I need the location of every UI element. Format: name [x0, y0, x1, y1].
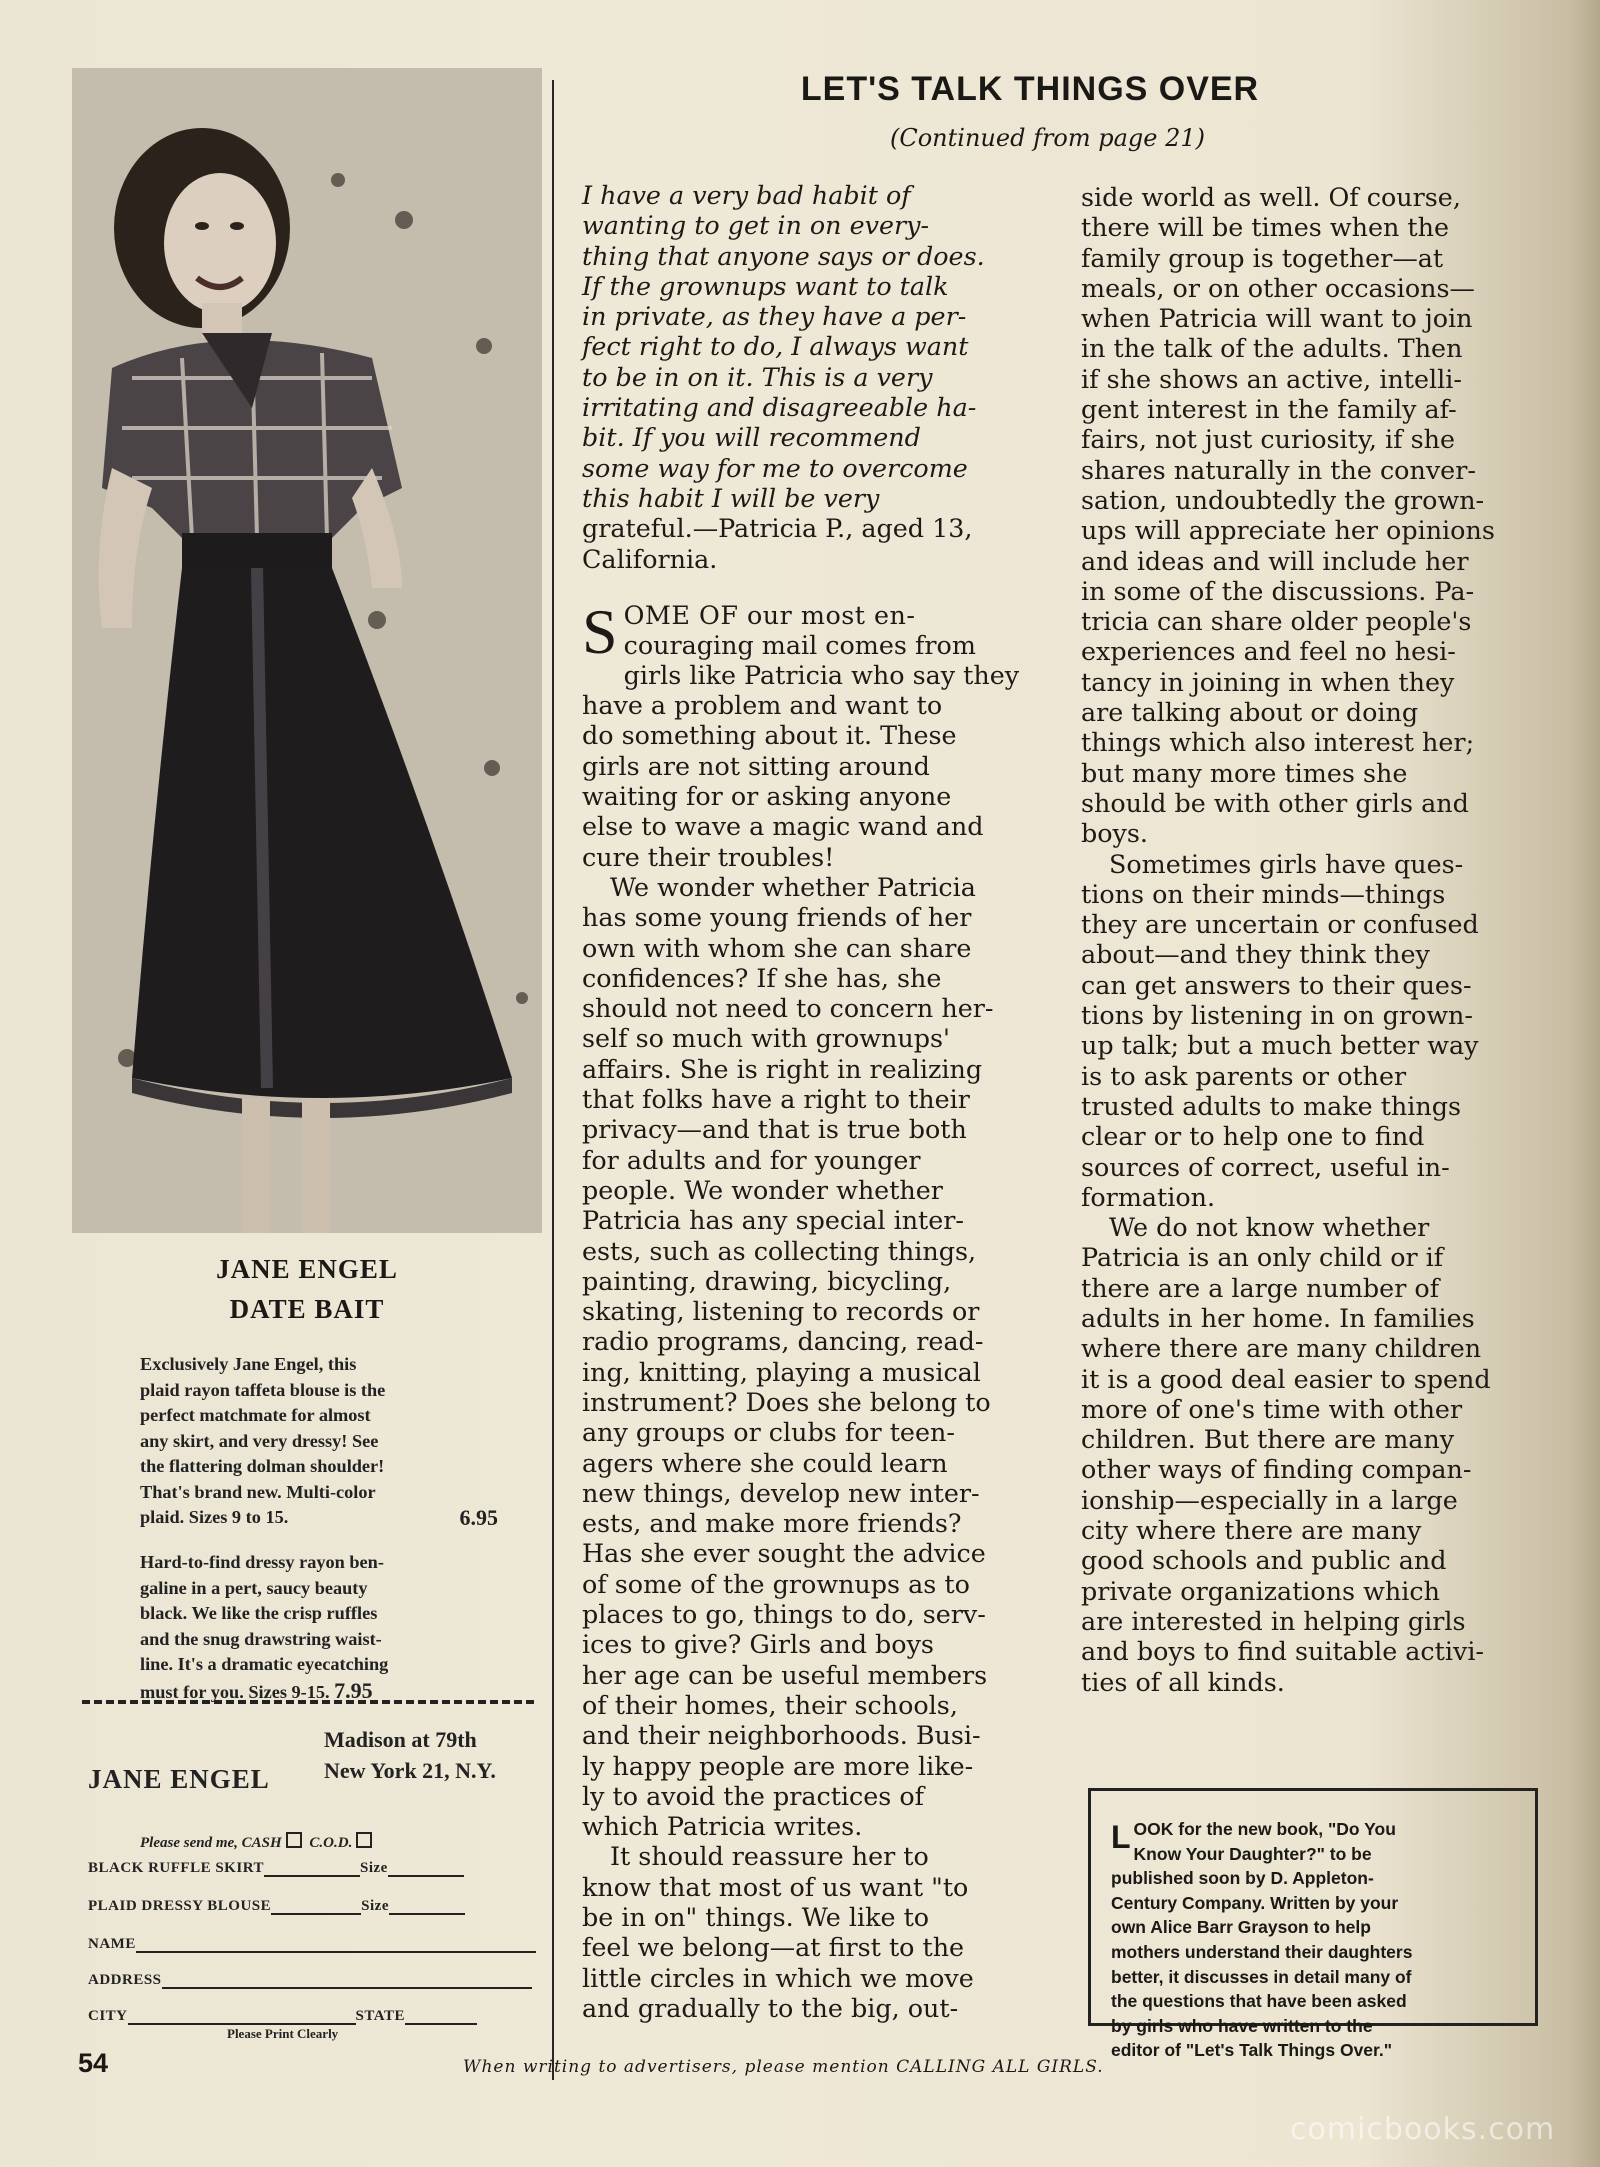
body-line: and their neighborhoods. Busi- [582, 1720, 981, 1751]
body-line: more of one's time with other [1081, 1393, 1463, 1424]
body-line: be in on" things. We like to [582, 1902, 930, 1933]
notice-line: published soon by D. Appleton- [1111, 1868, 1374, 1889]
body-line: ly happy people are more like- [582, 1750, 974, 1781]
body-line: have a problem and want to [582, 690, 943, 721]
skirt-price: 7.95 [334, 1677, 373, 1703]
dropcap-paragraph-start [582, 595, 1042, 667]
body-line: radio programs, dancing, read- [582, 1326, 984, 1357]
body-line: about—and they think they [1081, 939, 1430, 970]
blouse-description [140, 1352, 560, 1531]
body-line: little circles in which we move [582, 1962, 974, 1993]
body-line: self so much with grownups' [582, 1023, 950, 1054]
article-title: LET'S TALK THINGS OVER [800, 70, 1260, 108]
letter-line: in private, as they have a per- [582, 301, 967, 332]
skirt-size-field[interactable] [388, 1861, 464, 1877]
body-line: things which also interest her; [1081, 727, 1475, 758]
body-line: which Patricia writes. [582, 1811, 863, 1842]
body-line: when Patricia will want to join [1081, 303, 1473, 334]
body-line: gent interest in the family af- [1081, 394, 1457, 425]
notice-line: Know Your Daughter?" to be [1133, 1843, 1372, 1864]
body-line: ests, such as collecting things, [582, 1235, 977, 1266]
letter-signature-line: grateful.—Patricia P., aged 13, [582, 513, 973, 544]
cash-checkbox[interactable] [286, 1832, 302, 1848]
body-line: are talking about or doing [1081, 697, 1419, 728]
body-line: do something about it. These [582, 720, 957, 751]
body-line: for adults and for younger [582, 1144, 921, 1175]
drop-cap: S [582, 595, 618, 667]
notice-line: own Alice Barr Grayson to help [1111, 1917, 1371, 1938]
body-line: Patricia is an only child or if [1081, 1242, 1444, 1273]
body-line: tions by listening in on grown- [1081, 1000, 1473, 1031]
body-line: up talk; but a much better way [1081, 1030, 1479, 1061]
body-line: there are a large number of [1081, 1272, 1440, 1303]
blouse-qty-field[interactable] [271, 1899, 361, 1915]
body-line: new things, develop new inter- [582, 1477, 980, 1508]
letter-line: bit. If you will recommend [582, 422, 921, 453]
address-field[interactable] [162, 1973, 532, 1989]
body-line: We do not know whether [1109, 1212, 1430, 1243]
body-line: if she shows an active, intelli- [1081, 363, 1462, 394]
ad-copy-line: the flattering dolman shoulder! [140, 1456, 385, 1476]
body-line: sources of correct, useful in- [1081, 1151, 1450, 1182]
letter-line: If the grownups want to talk [582, 270, 949, 301]
notice-line: the questions that have been asked [1111, 1991, 1407, 2012]
body-line: affairs. She is right in realizing [582, 1053, 983, 1084]
body-line: ties of all kinds. [1081, 1666, 1285, 1697]
letter-line: to be in on it. This is a very [582, 361, 933, 392]
address-line: Madison at 79th [324, 1727, 477, 1752]
body-line: confidences? If she has, she [582, 962, 942, 993]
article-column-2 [1081, 182, 1541, 1697]
body-line: privacy—and that is true both [582, 1114, 967, 1145]
body-line: girls like Patricia who say they [623, 659, 1020, 690]
body-line: of some of the grownups as to [582, 1568, 970, 1599]
body-line: OME OF our most en- [623, 599, 916, 630]
body-line: tions on their minds—things [1081, 878, 1446, 909]
body-line: ing, knitting, playing a musical [582, 1356, 981, 1387]
address-field-line [88, 1972, 532, 1989]
body-line: side world as well. Of course, [1081, 182, 1461, 212]
page-number: 54 [78, 2048, 109, 2078]
body-line: meals, or on other occasions— [1081, 272, 1475, 303]
body-line: should not need to concern her- [582, 993, 994, 1024]
body-line: We wonder whether Patricia [610, 871, 976, 902]
letter-line: fect right to do, I always want [582, 331, 969, 362]
ad-copy-line: and the snug drawstring waist- [140, 1628, 382, 1649]
notice-line: better, it discusses in detail many of [1111, 1966, 1412, 1987]
body-line: but many more times she [1081, 757, 1408, 788]
ad-copy-line: black. We like the crisp ruffles [140, 1603, 378, 1623]
girl-in-plaid-dress-illustration [72, 68, 542, 1233]
blouse-price: 6.95 [459, 1505, 498, 1530]
ad-copy-line: plaid. Sizes 9 to 15. [140, 1507, 289, 1527]
address-label: ADDRESS [88, 1972, 162, 1988]
city-state-line [88, 2008, 477, 2025]
body-line: Patricia has any special inter- [582, 1205, 964, 1236]
blouse-size-field[interactable] [389, 1899, 465, 1915]
body-line: trusted adults to make things [1081, 1090, 1462, 1121]
body-line: cure their troubles! [582, 841, 835, 872]
body-line: agers where she could learn [582, 1447, 948, 1478]
body-line: ly to avoid the practices of [582, 1780, 925, 1811]
body-line: boys. [1081, 818, 1148, 849]
advertiser-footer: When writing to advertisers, please mention CALLING ALL GIRLS. [463, 2057, 1104, 2077]
body-line: sation, undoubtedly the grown- [1081, 484, 1485, 515]
ad-copy-line: line. It's a dramatic eyecatching [140, 1654, 389, 1674]
body-line: her age can be useful members [582, 1659, 988, 1690]
site-watermark: comicbooks.com [1290, 2112, 1556, 2147]
ad-copy-line: Hard-to-find dressy rayon ben- [140, 1552, 384, 1572]
notice-line: mothers understand their daughters [1111, 1941, 1413, 1962]
body-line: places to go, things to do, serv- [582, 1599, 986, 1630]
body-line: experiences and feel no hesi- [1081, 636, 1456, 667]
notice-line: editor of "Let's Talk Things Over." [1111, 2040, 1393, 2061]
body-line: there will be times when the [1081, 212, 1449, 243]
body-line: in the talk of the adults. Then [1081, 333, 1463, 364]
city-field[interactable] [128, 2009, 356, 2025]
letter-line: thing that anyone says or does. [582, 240, 985, 271]
body-line: and gradually to the big, out- [582, 1992, 959, 2023]
body-line: girls are not sitting around [582, 750, 930, 781]
item-label: BLACK RUFFLE SKIRT [88, 1860, 264, 1876]
ad-copy-line: plaid rayon taffeta blouse is the [140, 1379, 386, 1400]
print-clearly-note: Please Print Clearly [227, 2026, 339, 2041]
body-line: good schools and public and [1081, 1545, 1447, 1576]
fashion-photo [72, 68, 542, 1233]
ad-copy-line: That's brand new. Multi-color [140, 1481, 376, 1502]
letter-line: wanting to get in on every- [582, 210, 930, 241]
address-line: New York 21, N.Y. [324, 1758, 496, 1783]
notice-line: Century Company. Written by your [1111, 1892, 1399, 1913]
body-line: know that most of us want "to [582, 1871, 969, 1902]
body-line: ups will appreciate her opinions [1081, 515, 1495, 546]
body-line: has some young friends of her [582, 902, 972, 933]
book-announcement-box [1088, 1788, 1538, 2061]
body-line: should be with other girls and [1081, 787, 1469, 818]
ad-copy-line: perfect matchmate for almost [140, 1405, 371, 1425]
body-line: clear or to help one to find [1081, 1121, 1425, 1152]
body-line: else to wave a magic wand and [582, 811, 984, 842]
body-line: It should reassure her to [610, 1841, 929, 1872]
column-divider [552, 80, 554, 2080]
body-line: adults in her home. In families [1081, 1302, 1475, 1333]
body-line: of their homes, their schools, [582, 1689, 958, 1720]
body-line: tancy in joining in when they [1081, 666, 1455, 697]
ad-copy-line: any skirt, and very dressy! See [140, 1430, 379, 1451]
body-line: private organizations which [1081, 1575, 1440, 1606]
size-label: Size [360, 1860, 388, 1876]
letter-signature-line: California. [582, 543, 718, 574]
body-line: feel we belong—at first to the [582, 1932, 965, 1963]
body-line: ionship—especially in a large [1081, 1484, 1458, 1515]
cod-checkbox[interactable] [356, 1832, 372, 1848]
ad-brand-heading: JANE ENGEL [216, 1254, 398, 1284]
notice-line: by girls who have written to the [1111, 2015, 1373, 2036]
body-line: ests, and make more friends? [582, 1508, 962, 1539]
skirt-order-line [88, 1860, 464, 1877]
body-line: that folks have a right to their [582, 1084, 970, 1115]
body-line: fairs, not just curiosity, if she [1081, 424, 1455, 455]
body-line: tricia can share older people's [1081, 606, 1472, 637]
ad-copy-line: must for you. Sizes 9-15. [140, 1681, 330, 1702]
body-line: formation. [1081, 1181, 1216, 1212]
continued-note: (Continued from page 21) [890, 124, 1206, 152]
body-line: couraging mail comes from [623, 630, 976, 661]
body-line: skating, listening to records or [582, 1296, 980, 1327]
letter-line: I have a very bad habit of [582, 180, 911, 210]
body-line: other ways of finding compan- [1081, 1454, 1472, 1485]
letter-line: irritating and disagreeable ha- [582, 392, 977, 423]
body-line: they are uncertain or confused [1081, 909, 1479, 940]
notice-line: OOK for the new book, "Do You [1133, 1819, 1396, 1839]
body-line: ices to give? Girls and boys [582, 1629, 934, 1660]
letter-line: some way for me to overcome [582, 452, 968, 483]
body-line: is to ask parents or other [1081, 1060, 1407, 1091]
store-address [324, 1724, 496, 1786]
body-line: it is a good deal easier to spend [1081, 1363, 1491, 1394]
body-line: and ideas and will include her [1081, 545, 1469, 576]
article-column-1 [582, 180, 1042, 2023]
payment-options [140, 1832, 376, 1852]
ad-product-heading: DATE BAIT [229, 1294, 385, 1324]
order-form-brand: JANE ENGEL [88, 1764, 270, 1794]
body-line: people. We wonder whether [582, 1174, 943, 1205]
body-line: can get answers to their ques- [1081, 969, 1472, 1000]
body-line: where there are many children [1081, 1333, 1482, 1364]
body-line: children. But there are many [1081, 1424, 1455, 1455]
body-line: any groups or clubs for teen- [582, 1417, 955, 1448]
blouse-order-line [88, 1898, 465, 1915]
name-field[interactable] [136, 1937, 536, 1953]
notice-initial: L [1111, 1819, 1131, 1855]
body-line: own with whom she can share [582, 932, 972, 963]
name-line [88, 1936, 536, 1953]
state-field[interactable] [405, 2009, 477, 2025]
cut-line [82, 1700, 534, 1704]
name-label: NAME [88, 1936, 136, 1952]
skirt-description [140, 1550, 560, 1705]
body-line: shares naturally in the conver- [1081, 454, 1476, 485]
ad-copy-line: galine in a pert, saucy beauty [140, 1577, 368, 1598]
body-line: in some of the discussions. Pa- [1081, 575, 1475, 606]
size-label: Size [361, 1898, 389, 1914]
body-line: are interested in helping girls [1081, 1605, 1466, 1636]
body-line: painting, drawing, bicycling, [582, 1265, 952, 1296]
skirt-qty-field[interactable] [264, 1861, 360, 1877]
body-line: instrument? Does she belong to [582, 1386, 991, 1417]
body-line: and boys to find suitable activi- [1081, 1636, 1485, 1667]
state-label: STATE [355, 2008, 405, 2024]
item-label: PLAID DRESSY BLOUSE [88, 1898, 272, 1914]
cod-label: C.O.D. [309, 1835, 353, 1851]
body-line: family group is together—at [1081, 242, 1444, 273]
body-line: city where there are many [1081, 1515, 1422, 1546]
city-label: CITY [88, 2008, 128, 2024]
body-line: waiting for or asking anyone [582, 781, 952, 812]
ad-copy-line: Exclusively Jane Engel, this [140, 1354, 357, 1374]
letter-line: this habit I will be very [582, 482, 880, 513]
body-line: Has she ever sought the advice [582, 1538, 986, 1569]
body-line: Sometimes girls have ques- [1109, 848, 1464, 879]
payment-label: Please send me, CASH [140, 1835, 282, 1851]
